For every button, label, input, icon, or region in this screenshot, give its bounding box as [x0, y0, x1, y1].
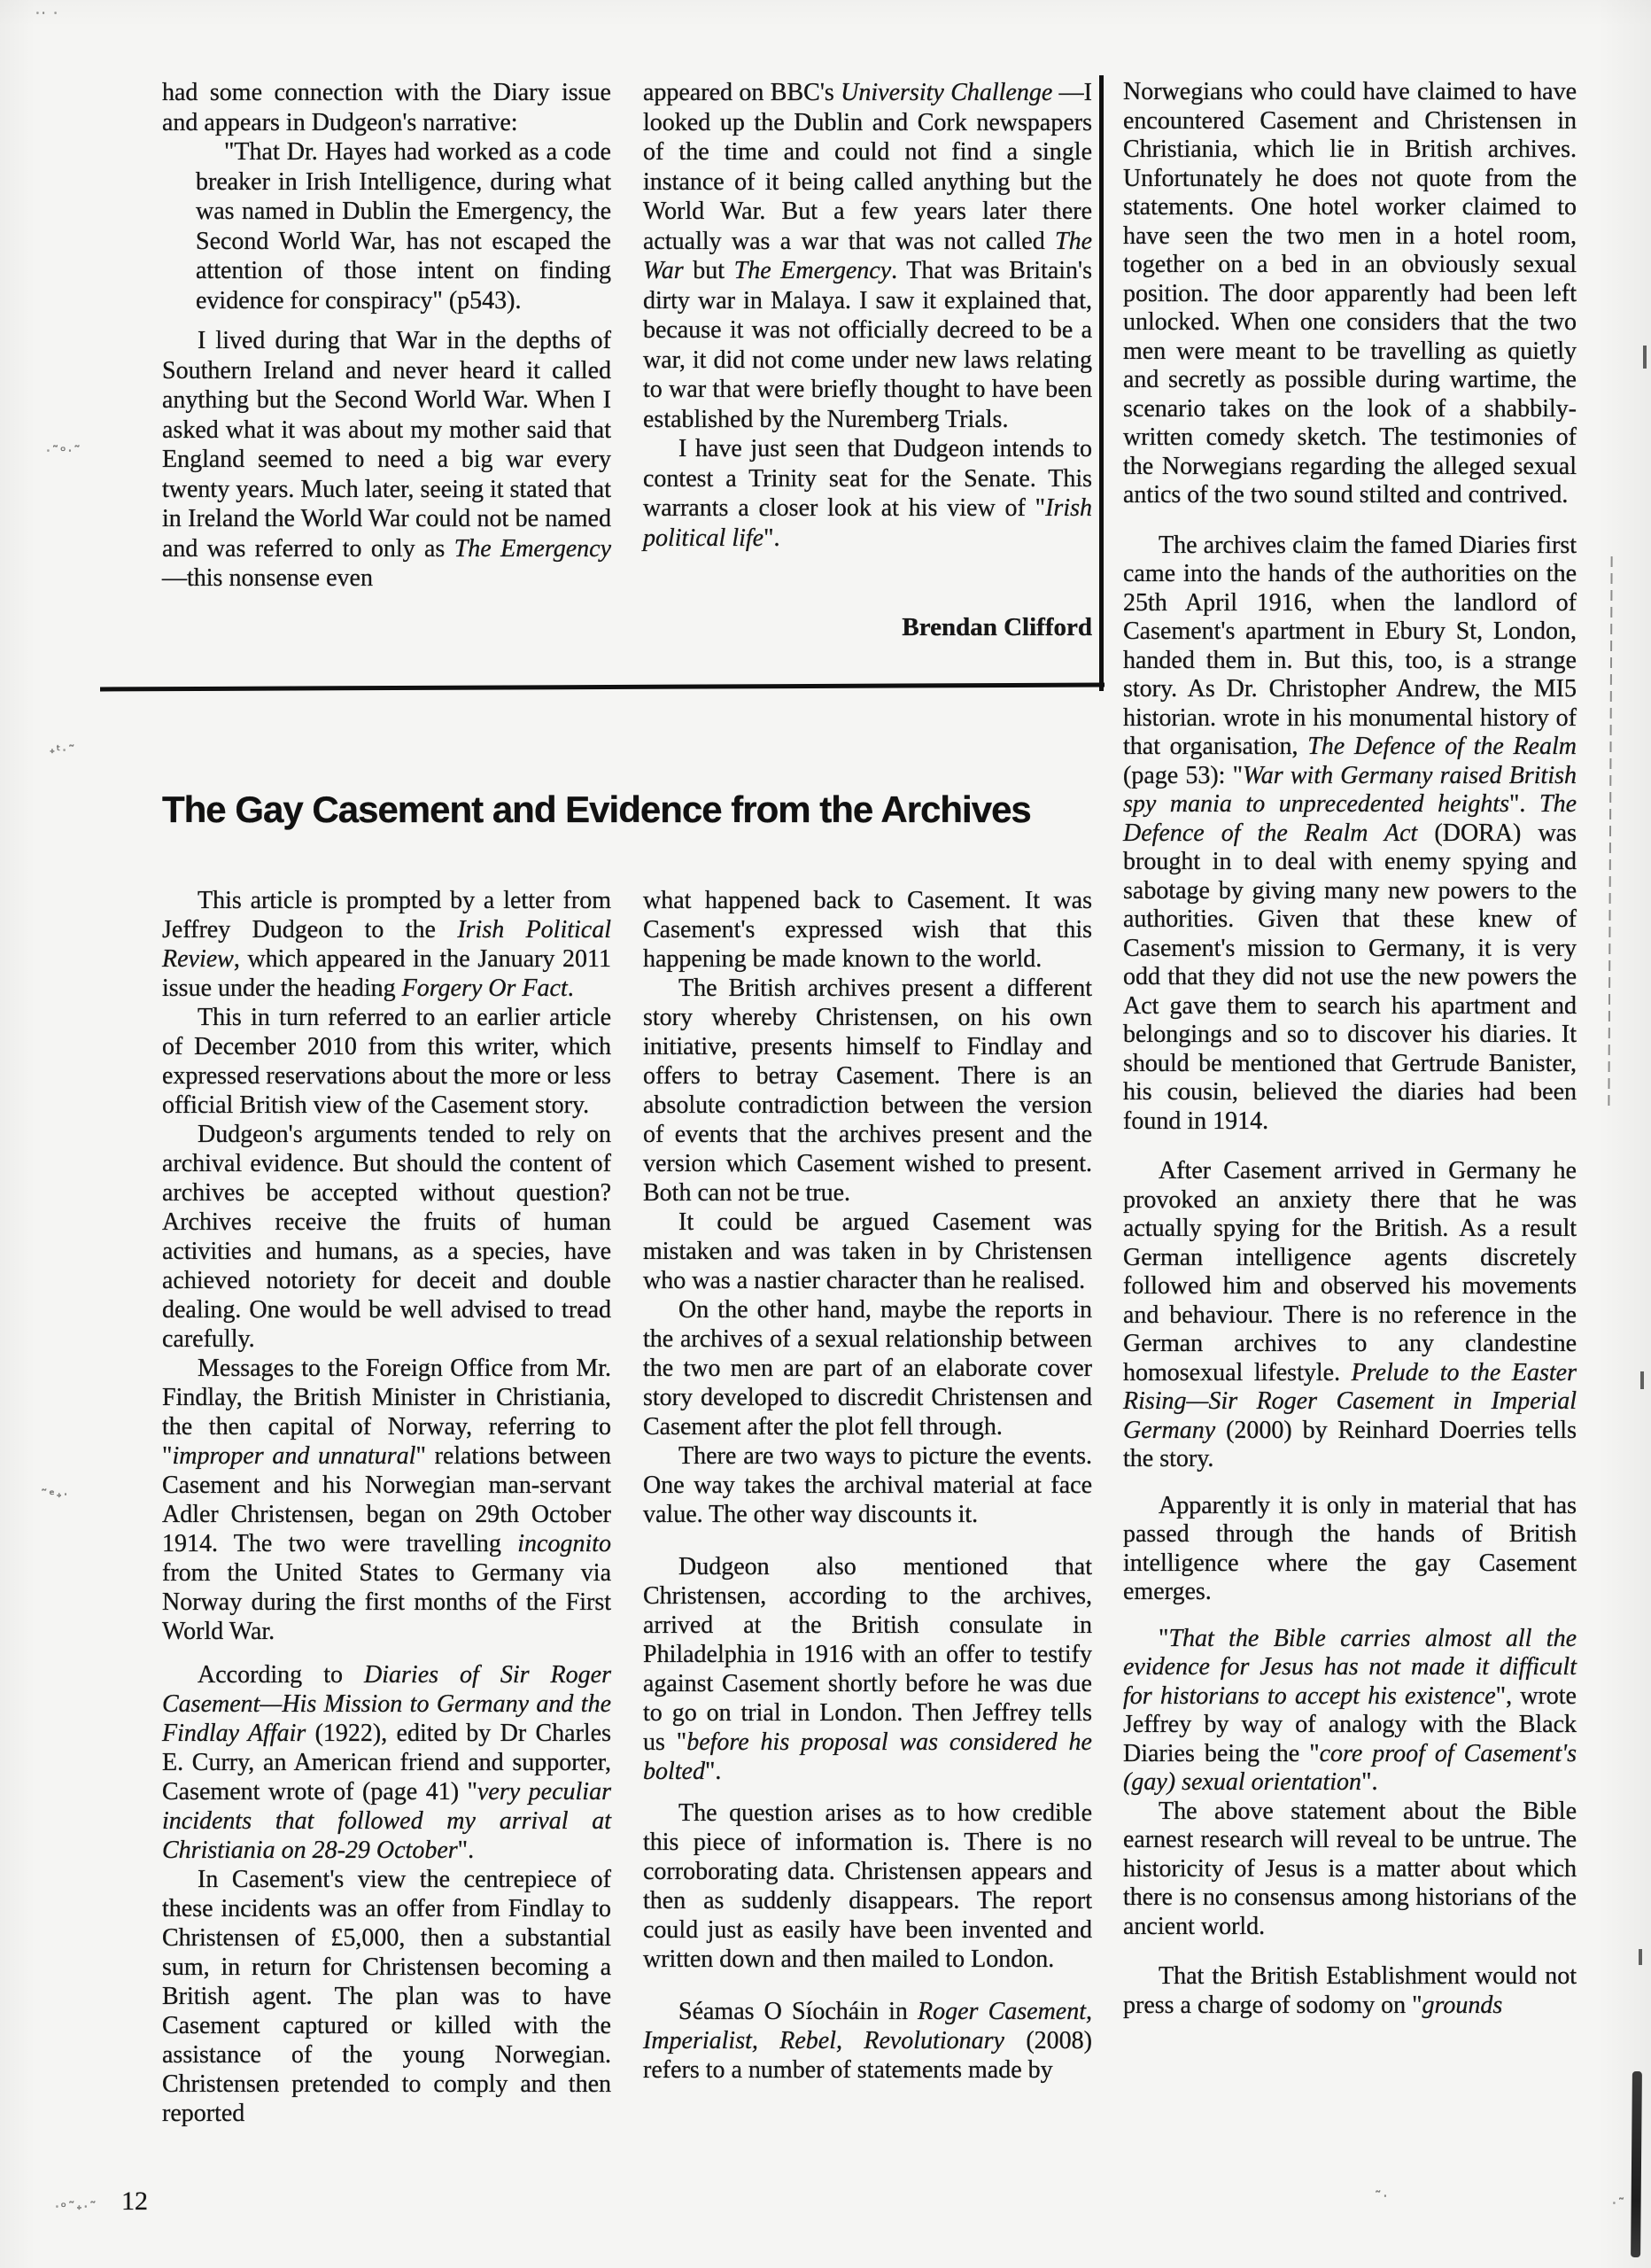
body-paragraph — [162, 1660, 611, 1865]
text-run: Apparently it is only in material that has passed through the hands of British intelligence where the gay Casement emerges. — [1123, 1491, 1577, 1605]
text-run: . — [567, 975, 574, 1002]
text-run: After Casement arrived in Germany he provoked an anxiety there that he was actually spying for the British. As a result German intelligence agents discretely followed him and observed his movements and behaviour. There is no reference in the German archives to any clandestine homosexual lifestyle. — [1123, 1157, 1577, 1386]
margin-mark: ˜ᵉ˖· — [41, 1487, 70, 1503]
body-paragraph — [643, 1552, 1092, 1786]
italic-text-run: The Emergency — [453, 534, 611, 563]
text-run: (2008) refers to a number of statements made by — [643, 2027, 1092, 2084]
text-run: (page 53): " — [1123, 761, 1244, 789]
scan-artifact-edge-tick — [1640, 1371, 1644, 1389]
article-column-2 — [643, 886, 1092, 2085]
text-run: ". — [457, 1837, 475, 1864]
text-run: Séamas O Síocháin in — [678, 1998, 919, 2025]
body-paragraph — [162, 78, 611, 137]
body-paragraph — [162, 886, 611, 1003]
text-run: had some connection with the Diary issue and appears in Dudgeon's narrative: — [162, 79, 611, 136]
text-run: " relations between Casement and his Norwegian man-servant Adler Christensen, began on 29th October 1914. The two were travelling — [162, 1442, 611, 1557]
body-paragraph — [643, 974, 1092, 1208]
text-run: The above statement about the Bible earnest research will reveal to be untrue. The historicity of Jesus is a matter about which there is no consensus among historians of the ancient world. — [1123, 1797, 1577, 1940]
italic-text-run: War with Germany raised British spy mania to unprecedented heights — [1123, 761, 1577, 818]
italic-text-run: grounds — [1422, 1991, 1503, 2019]
body-paragraph — [162, 1865, 611, 2128]
body-paragraph — [1123, 78, 1577, 510]
text-run: The British archives present a different story whereby Christensen, on his own initiative, presents himself to Findlay and offers to betray Casement. There is an absolute contradiction between the version of events that the archives present and the version which Casement wished to present. Both can not be true. — [643, 975, 1092, 1207]
italic-text-run: That the Bible carries almost all the evidence for Jesus has not made it difficult for historians to accept his existence — [1123, 1624, 1577, 1710]
text-run: (2000) by Reinhard Doerries tells the story. — [1123, 1416, 1577, 1472]
body-paragraph — [643, 1798, 1092, 1974]
text-run: but — [683, 257, 734, 284]
body-paragraph — [1123, 1962, 1577, 2020]
text-run: (1922), edited by Dr Charles E. Curry, an American friend and supporter, Casement wrote of (page 41) " — [162, 1720, 612, 1806]
body-paragraph — [643, 1208, 1092, 1295]
text-run: There are two ways to picture the events. One way takes the archival material at face value. The other way discounts it. — [643, 1442, 1092, 1528]
text-run: This article is prompted by a letter from Jeffrey Dudgeon to the — [162, 887, 611, 944]
italic-text-run: incognito — [517, 1530, 611, 1557]
right-column — [1123, 78, 1577, 2020]
text-run: I lived during that War in the depths of Southern Ireland and never heard it called anything but the Second World War. When I asked what it was about my mother said that England seemed to need a big war every twenty years. Much later, seeing it stated that in Ireland the World War could not be named and was referred to only as — [162, 327, 611, 563]
italic-text-run: Diaries of Sir Roger Casement—His Mission to Germany and the Findlay Affair — [162, 1661, 611, 1747]
section-divider-line — [100, 683, 1105, 692]
text-run: According to — [198, 1661, 365, 1689]
italic-text-run: before his proposal was considered he bolted — [643, 1728, 1092, 1785]
text-run: I have just seen that Dudgeon intends to contest a Trinity seat for the Senate. This warrants a closer look at his view of " — [643, 435, 1092, 522]
text-run: On the other hand, maybe the reports in the archives of a sexual relationship between the two men are part of an elaborate cover story developed to discredit Christensen and Casement after the plot fell through. — [643, 1296, 1092, 1441]
italic-text-run: The War — [643, 227, 1092, 284]
text-run: That the British Establishment would not press a charge of sodomy on " — [1123, 1962, 1577, 2019]
text-run: what happened back to Casement. It was Casement's expressed wish that this happening be made known to the world. — [643, 887, 1092, 973]
italic-text-run: Forgery Or Fact — [401, 975, 568, 1002]
text-run: ". — [1509, 790, 1539, 818]
text-run: Messages to the Foreign Office from Mr. Findlay, the British Minister in Christiania, the then capital of Norway, referring to " — [162, 1355, 611, 1470]
text-run: " — [1159, 1624, 1169, 1652]
body-paragraph — [643, 1997, 1092, 2085]
margin-mark: ·˜ᵒ·˜ — [46, 443, 82, 459]
top-section-column-1 — [162, 78, 611, 594]
body-paragraph — [643, 1441, 1092, 1529]
text-run: , which appeared in the January 2011 issue under the heading — [162, 945, 611, 1002]
body-paragraph — [162, 1120, 611, 1354]
italic-text-run: The Defence of the Realm — [1307, 733, 1577, 760]
text-run: from the United States to Germany via Norway during the first months of the First World War. — [162, 1559, 611, 1645]
body-paragraph — [162, 1003, 611, 1120]
text-run: Norwegians who could have claimed to have encountered Casement and Christensen in Christiania, which lie in British archives. Unfortunately he does not quote from the statements. One hotel worker claimed to have seen the two men in a hotel room, together on a bed in an obviously sexual position. The door apparently had been left unlocked. When one considers that the two men were meant to be travelling as quietly and secretly as possible during wartime, the scenario takes on the look of a shabbily-written comedy sketch. The testimonies of the Norwegians regarding the alleged sexual antics of the two sound stilted and contrived. — [1123, 78, 1577, 509]
scan-artifact-edge-tick — [1643, 346, 1647, 369]
italic-text-run: The Emergency — [733, 257, 892, 284]
text-run: The archives claim the famed Diaries first came into the hands of the authorities on the 25th April 1916, when the landlord of Casement's apartment in Ebury St, London, handed them in. But this, too, is a strange story. As Dr. Christopher Andrew, the MI5 historian. wrote in his monumental history of that organisation, — [1123, 531, 1577, 760]
column-separator-line — [1099, 75, 1104, 691]
margin-mark: ˖ᵗ·˜ — [50, 742, 77, 758]
italic-text-run: Prelude to the Easter Rising—Sir Roger Casement in Imperial Germany — [1123, 1358, 1577, 1444]
body-paragraph — [643, 1295, 1092, 1441]
italic-text-run: Irish Political Review — [162, 916, 611, 973]
text-run: In Casement's view the centrepiece of these incidents was an offer from Findlay to Christensen of £5,000, then a substantial sum, in return for Christensen becoming a British agent. The plan was to have Casement captured or killed with the assistance of the young Norwegian. Christensen pretended to comply and then reported — [162, 1866, 611, 2127]
blockquote-paragraph — [196, 137, 611, 315]
italic-text-run: The Defence of the Realm Act — [1123, 790, 1577, 847]
italic-text-run: very peculiar incidents that followed my arrival at Christiania on 28-29 October — [162, 1778, 611, 1864]
scan-artifact-edge-tick — [1639, 1949, 1642, 1965]
body-paragraph — [643, 434, 1092, 553]
top-section-column-2 — [643, 78, 1092, 553]
italic-text-run: University Challenge — [841, 79, 1053, 106]
article-column-1 — [162, 886, 611, 2128]
text-run: ". — [763, 524, 780, 552]
body-paragraph — [1123, 1798, 1577, 1942]
text-run: ", wrote Jeffrey by way of analogy with the Black Diaries being the " — [1123, 1682, 1577, 1767]
byline-author: Brendan Clifford — [902, 613, 1092, 641]
text-run: It could be argued Casement was mistaken and was taken in by Christensen who was a nastier character than he realised. — [643, 1208, 1092, 1294]
italic-text-run: Irish political life — [643, 494, 1092, 552]
margin-mark: ·· · — [35, 5, 60, 21]
page-number: 12 — [121, 2186, 148, 2216]
italic-text-run: Roger Casement, Imperialist, Rebel, Revolutionary — [643, 1998, 1092, 2054]
body-paragraph — [643, 78, 1092, 434]
text-run: This in turn referred to an earlier article of December 2010 from this writer, which expressed reservations about the more or less official British view of the Casement story. — [162, 1004, 611, 1119]
text-run: "That Dr. Hayes had worked as a code breaker in Irish Intelligence, during what was named in Dublin the Emergency, the Second World War, has not escaped the attention of those intent on finding evidence for conspiracy" (p543). — [196, 138, 611, 315]
text-run: Dudgeon's arguments tended to rely on archival evidence. But should the content of archives be accepted without question? Archives receive the fruits of human activities and humans, as a species, have achieved notoriety for deceit and double dealing. One would be well advised to tread carefully. — [162, 1121, 611, 1353]
text-run: Dudgeon also mentioned that Christensen, according to the archives, arrived at the British consulate in Philadelphia in 1916 with an offer to testify against Casement shortly before he was due to go on trial in London. Then Jeffrey tells us " — [643, 1553, 1092, 1756]
text-run: . That was Britain's dirty war in Malaya. I saw it explained that, because it was not officially decreed to be a war, it did not come under new laws relating to war that were briefly thought to have been established by the Nuremberg Trials. — [643, 257, 1092, 433]
body-paragraph — [1123, 1157, 1577, 1474]
scan-artifact-ink-streak — [1631, 2071, 1642, 2257]
text-run: (DORA) was brought in to deal with enemy spying and sabotage by giving many new powers to the authorities. Given that these knew of Casement's mission to Germany, it is very odd that they did not use the new powers the Act gave them to search his apartment and belongings and so to discover his diaries. It should be mentioned that Gertrude Banister, his cousin, believed the diaries had been found in 1914. — [1123, 819, 1577, 1135]
text-run: ". — [1361, 1768, 1378, 1796]
margin-mark: ·˜ — [1612, 2195, 1627, 2211]
body-paragraph — [643, 886, 1092, 974]
body-paragraph — [1123, 1492, 1577, 1607]
body-paragraph — [162, 1354, 611, 1646]
article-headline: The Gay Casement and Evidence from the Archives — [162, 788, 1031, 830]
body-paragraph — [1123, 1625, 1577, 1798]
text-run: The question arises as to how credible this piece of information is. There is no corroborating data. Christensen appears and then as suddenly disappears. The report could just as easily have been invented and written down and then mailed to London. — [643, 1799, 1092, 1973]
scan-artifact-dotted-line — [1608, 556, 1612, 1110]
text-run: appeared on BBC's — [643, 79, 841, 106]
margin-mark: ·ᵒ˜˖·˜ — [55, 2199, 98, 2215]
body-paragraph — [1123, 532, 1577, 1137]
margin-mark: ˜· — [1375, 2188, 1390, 2204]
text-run: —I looked up the Dublin and Cork newspapers of the time and could not find a single instance of it being called anything but the World War. But a few years later there actually was a war that was not called — [643, 79, 1092, 255]
italic-text-run: improper and unnatural — [172, 1442, 416, 1470]
text-run: —this nonsense even — [162, 564, 373, 592]
text-run: ". — [705, 1758, 722, 1785]
italic-text-run: core proof of Casement's (gay) sexual orientation — [1123, 1739, 1577, 1796]
body-paragraph — [162, 326, 611, 594]
